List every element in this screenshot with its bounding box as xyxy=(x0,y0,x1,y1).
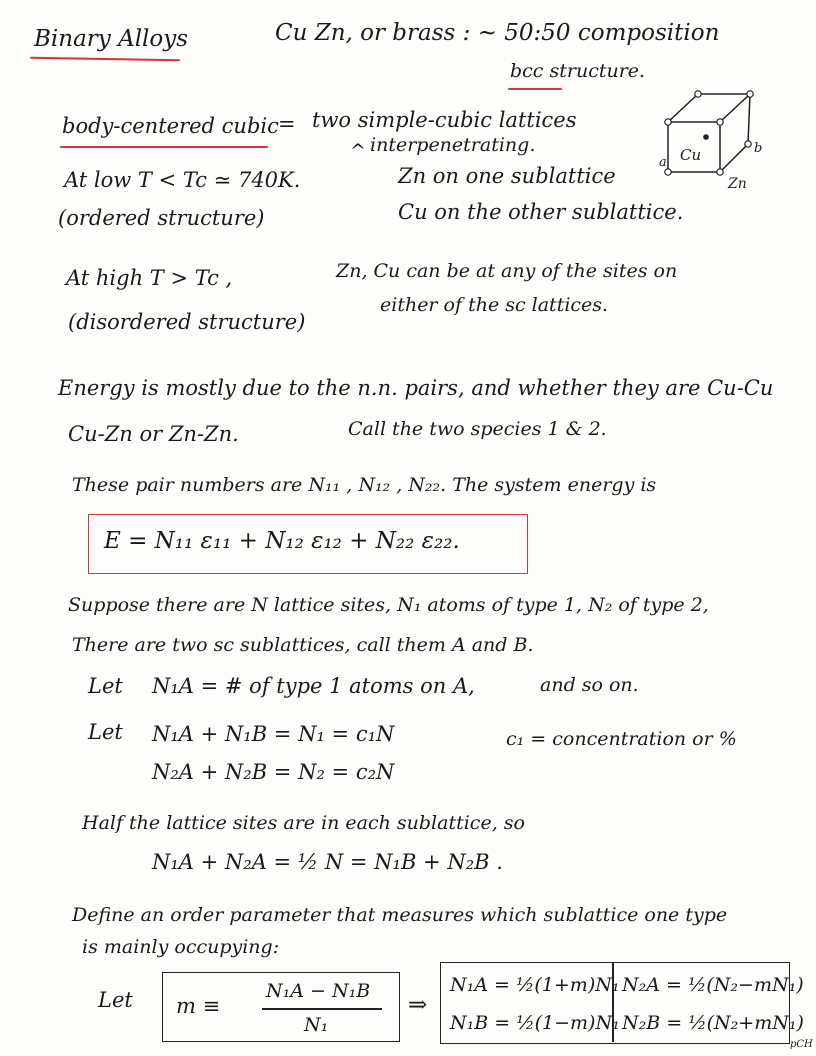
m-symbol: m ≡ xyxy=(176,994,221,1018)
structure-text: bcc structure. xyxy=(510,60,646,82)
energy-p2: Cu-Zn or Zn-Zn. xyxy=(68,422,239,446)
suppose-l3b: N₁A = # of type 1 atoms on A, xyxy=(152,674,475,698)
suppose-l5: N₂A + N₂B = N₂ = c₂N xyxy=(152,760,395,784)
lowT-line2: (ordered structure) xyxy=(58,206,265,230)
lowT-r1: Zn on one sublattice xyxy=(398,164,616,188)
cube-cu-label: Cu xyxy=(680,146,702,164)
m-numerator: N₁A − N₁B xyxy=(266,980,371,1002)
bcc-caret: ^ xyxy=(350,140,366,162)
order-let: Let xyxy=(98,988,133,1012)
energy-p3: Call the two species 1 & 2. xyxy=(348,418,607,440)
lowT-line1: At low T < Tc ≃ 740K. xyxy=(64,168,301,192)
cube-a-label: a xyxy=(659,155,667,170)
order-l2: is mainly occupying: xyxy=(82,936,280,958)
m-fraction-line xyxy=(262,1008,382,1010)
result-n2a: N₂A = ½(N₂−mN₁) xyxy=(622,974,804,996)
bcc-underline xyxy=(508,88,562,90)
author-initials: pCH xyxy=(790,1039,813,1050)
highT-line1: At high T > Tc , xyxy=(66,266,233,290)
half-l2: N₁A + N₂A = ½ N = N₁B + N₂B . xyxy=(152,850,503,874)
result-n2b: N₂B = ½(N₂+mN₁) xyxy=(622,1012,804,1034)
suppose-l4c: c₁ = concentration or % xyxy=(506,728,737,750)
suppose-l2: There are two sc sublattices, call them A and B. xyxy=(72,634,534,656)
bcc-eq: = xyxy=(278,112,296,136)
lowT-r2: Cu on the other sublattice. xyxy=(398,200,684,224)
result-n1a: N₁A = ½(1+m)N₁ xyxy=(450,974,620,996)
highT-line2: (disordered structure) xyxy=(68,310,306,334)
suppose-l1: Suppose there are N lattice sites, N₁ atoms of type 1, N₂ of type 2, xyxy=(68,594,709,616)
highT-r1: Zn, Cu can be at any of the sites on xyxy=(336,260,678,282)
energy-formula: E = N₁₁ ε₁₁ + N₁₂ ε₁₂ + N₂₂ ε₂₂. xyxy=(104,528,460,554)
bcc-right2: interpenetrating. xyxy=(370,134,536,156)
suppose-l3a: Let xyxy=(88,674,123,698)
half-l1: Half the lattice sites are in each sublattice, so xyxy=(82,812,525,834)
highT-r2: either of the sc lattices. xyxy=(380,294,609,316)
suppose-l4b: N₁A + N₁B = N₁ = c₁N xyxy=(152,722,395,746)
order-l1: Define an order parameter that measures which sublattice one type xyxy=(72,904,728,926)
bcc-left-underline xyxy=(60,146,268,148)
suppose-l4a: Let xyxy=(88,720,123,744)
bcc-right: two simple-cubic lattices xyxy=(312,108,577,132)
result-n1b: N₁B = ½(1−m)N₁ xyxy=(450,1012,620,1034)
m-denominator: N₁ xyxy=(304,1014,329,1036)
bcc-cube-diagram xyxy=(660,82,790,192)
suppose-l3c: and so on. xyxy=(540,674,639,696)
page-title: Binary Alloys xyxy=(34,26,189,52)
energy-p4: These pair numbers are N₁₁ , N₁₂ , N₂₂. The system energy is xyxy=(72,474,657,496)
cube-b-label: b xyxy=(754,141,763,156)
composition-text: Cu Zn, or brass : ~ 50:50 composition xyxy=(275,20,720,46)
bcc-left: body-centered cubic xyxy=(62,114,279,138)
cube-zn-label: Zn xyxy=(728,176,747,192)
implies-arrow: ⇒ xyxy=(408,992,428,1018)
energy-p1: Energy is mostly due to the n.n. pairs, and whether they are Cu-Cu xyxy=(58,376,774,400)
title-underline xyxy=(30,57,180,62)
